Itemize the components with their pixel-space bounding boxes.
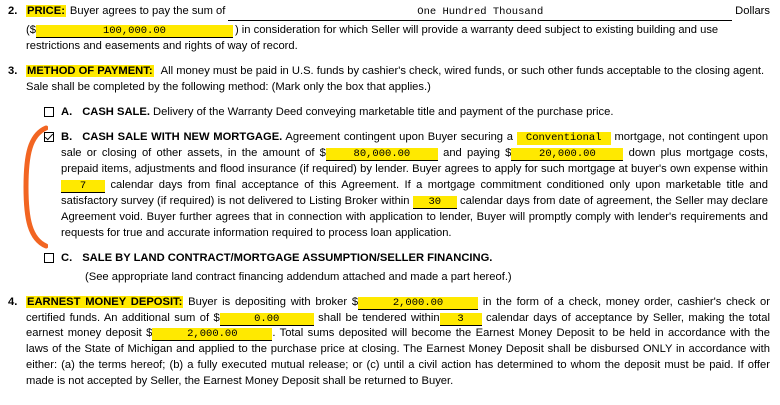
earnest-text-1: Buyer is depositing with broker $ [183,295,359,308]
option-b-text-4: down plus mortgage costs, prepaid items, adjustments and flood insurance (if required) by lender. Buyer agrees to apply for such mortgage at buyer's own expense within [61,147,769,176]
earnest-text-5: . Total sums deposited will become the Earnest Money Deposit to be held in accordance with the laws of the State of Michigan and applied to the purchase price at closing. The Earnest Money Deposit shall be disbursed ONLY in accordance with either: (a) the terms hereof; (b) a fully executed mutual release; or (c) until a civil action has determined to whom the deposit must be paid. If offer made is not accepted by Seller, the Earnest Money Deposit shall be returned to Buyer. [26,327,770,388]
option-b-text-1: Agreement contingent upon Buyer securing a [282,131,513,144]
option-c-subtext: (See appropriate land contract financing addendum attached and made a part hereof.) [85,270,512,283]
option-c-letter: C. [61,251,73,264]
earnest-deposit-amount-field[interactable]: 2,000.00 [358,297,478,310]
clause-method-of-payment [0,64,780,96]
price-tail-text-1: ) in consideration for which Seller will provide a warranty deed subject to existing building and use [234,23,719,36]
option-b-title: CASH SALE WITH NEW MORTGAGE. [82,131,283,144]
method-of-payment-heading: METHOD OF PAYMENT: [27,64,153,77]
option-c-checkbox[interactable] [44,253,54,263]
option-a-cash-sale[interactable] [44,105,780,122]
clause-number-3: 3. [8,64,18,77]
down-payment-field[interactable]: 20,000.00 [511,148,623,161]
earnest-additional-sum-field[interactable]: 0.00 [220,313,314,326]
option-a-checkbox-wrap[interactable] [44,105,61,122]
option-b-text-5: calendar days from final acceptance of this Agreement. If a mortgage commitment conditioned only upon marketable title and satisfactory survey (if required) is not delivered to Listing Broker within [61,179,769,208]
option-c-checkbox-wrap[interactable] [44,251,61,268]
method-of-payment-text: All money must be paid in U.S. funds by cashier's check, wired funds, or such other funds acceptable to the closing agent. Sale shall be completed by the following method: (Mark only the box that applies.) [26,64,765,93]
price-tail-text-2: restrictions and easements and rights of way of record. [26,39,298,52]
earnest-days-to-tender-field[interactable]: 3 [440,313,482,326]
option-b-text-2: mortgage, not contingent upon sale or closing of other assets, in the amount of $ [61,131,769,160]
contract-page [0,4,780,405]
option-b-cash-sale-with-new-mortgage[interactable] [44,130,780,241]
price-words-trailer: Dollars [735,5,770,17]
mortgage-amount-field[interactable]: 80,000.00 [326,148,438,161]
earnest-total-deposit-field[interactable]: 2,000.00 [152,328,272,341]
price-numeric-field[interactable]: 100,000.00 [36,25,233,38]
clause-number-4: 4. [8,295,18,308]
option-a-letter: A. [61,105,73,118]
option-b-checkbox[interactable] [44,132,54,142]
days-to-apply-field[interactable]: 7 [61,180,105,193]
option-a-title: CASH SALE. [82,105,150,118]
option-b-letter: B. [61,131,73,144]
price-heading: PRICE: [27,5,65,17]
mortgage-type-field[interactable]: Conventional [517,132,611,144]
earnest-text-3: shall be tendered within [318,311,440,324]
option-b-checkbox-wrap[interactable] [44,130,61,147]
days-to-deliver-commitment-field[interactable]: 30 [413,196,457,209]
earnest-money-heading: EARNEST MONEY DEPOSIT: [27,295,183,308]
option-b-text-3: and paying $ [443,147,512,160]
earnest-text-2: in the form of a check, money order, cashier's check or certified funds. An additional sum of $ [26,295,771,324]
price-words-field[interactable]: One Hundred Thousand [228,5,732,21]
option-a-checkbox[interactable] [44,107,54,117]
price-lead-text: Buyer agrees to pay the sum of [69,5,226,17]
clause-price [0,4,780,55]
option-b-text-6: calendar days from date of agreement, the Seller may declare Agreement void. Buyer further agrees that in connection with application to lender, Buyer will promptly comply with lender's requirements and requests for true and accurate information required to process loan application. [61,195,768,239]
option-c-land-contract[interactable] [44,251,780,286]
price-dollar-sign: ($ [26,23,36,36]
option-a-text: Delivery of the Warranty Deed conveying marketable title and payment of the purchase price. [149,105,614,118]
clause-earnest-money-deposit [0,295,780,390]
earnest-text-4: calendar days of acceptance by Seller, making the total earnest money deposit $ [26,311,770,340]
option-c-title: SALE BY LAND CONTRACT/MORTGAGE ASSUMPTION/SELLER FINANCING. [82,251,493,264]
clause-number-2: 2. [8,5,18,17]
